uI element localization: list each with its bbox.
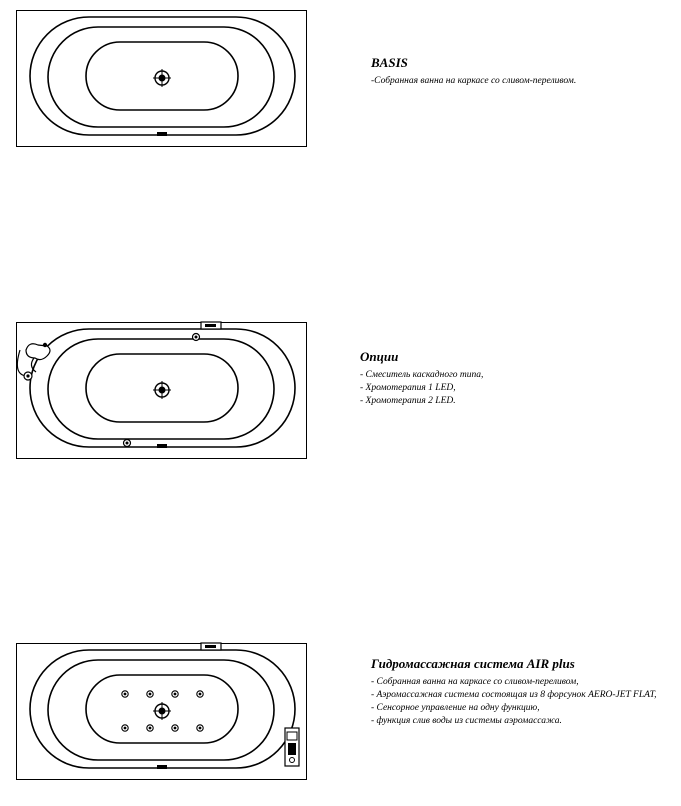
cascade-mixer-icon bbox=[17, 343, 50, 380]
options-item: - Смеситель каскадного типа, bbox=[360, 370, 484, 380]
bathtub-basis-drawing bbox=[0, 0, 681, 160]
air-jet-icon bbox=[122, 691, 128, 697]
basis-title: BASIS bbox=[371, 55, 408, 70]
bathtub-airplus-section bbox=[0, 633, 681, 793]
airplus-item: - Собранная ванна на каркасе со сливом-переливом, bbox=[371, 677, 579, 687]
airplus-title: Гидромассажная система AIR plus bbox=[371, 656, 575, 671]
control-panel-icon bbox=[201, 643, 221, 650]
air-jet-icon bbox=[197, 691, 203, 697]
drain-icon bbox=[153, 381, 171, 399]
air-jet-icon bbox=[147, 691, 153, 697]
chromotherapy-led-icon bbox=[193, 334, 200, 341]
basis-item: -Собранная ванна на каркасе со сливом-переливом. bbox=[371, 76, 577, 86]
air-jet-icon bbox=[122, 725, 128, 731]
bathtub-basis-section bbox=[0, 0, 681, 160]
options-item: - Хромотерапия 1 LED, bbox=[360, 383, 456, 393]
overflow-icon bbox=[157, 765, 167, 769]
airplus-item: - Аэромассажная система состоящая из 8 форсунок AERO-JET FLAT, bbox=[371, 690, 657, 700]
airplus-item: - Сенсорное управление на одну функцию, bbox=[371, 703, 540, 713]
options-description bbox=[360, 349, 483, 408]
options-title: Опции bbox=[360, 349, 399, 364]
air-jet-icon bbox=[197, 725, 203, 731]
air-jet-icon bbox=[147, 725, 153, 731]
options-item: - Хромотерапия 2 LED. bbox=[360, 396, 456, 406]
overflow-icon bbox=[157, 132, 167, 136]
control-panel-icon bbox=[201, 322, 221, 329]
bathtub-options-section bbox=[0, 312, 681, 472]
chromotherapy-led-icon bbox=[124, 440, 131, 447]
basis-description bbox=[371, 55, 576, 88]
bathtub-options-drawing bbox=[0, 312, 681, 472]
drain-icon bbox=[153, 702, 171, 720]
airplus-item: - функция слив воды из системы аэромассажа. bbox=[371, 716, 562, 726]
overflow-icon bbox=[157, 444, 167, 448]
airplus-description bbox=[371, 656, 657, 728]
air-jet-icon bbox=[172, 691, 178, 697]
air-blower-icon bbox=[285, 728, 299, 766]
drain-icon bbox=[153, 69, 171, 87]
air-jet-icon bbox=[172, 725, 178, 731]
